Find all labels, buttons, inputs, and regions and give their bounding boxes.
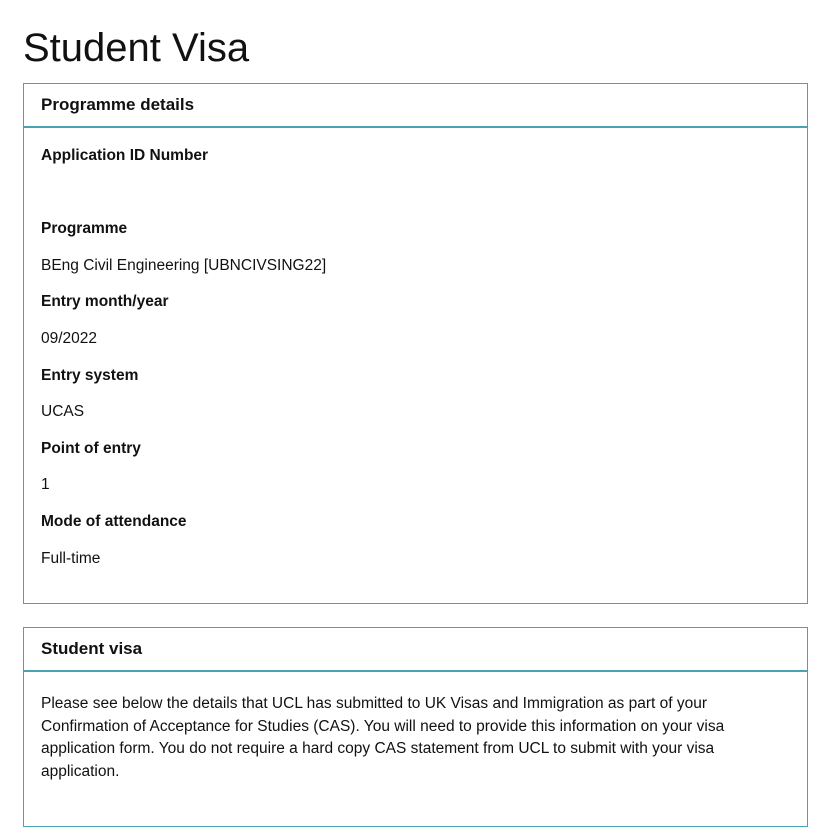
field-value: UCAS xyxy=(41,403,85,421)
panel-title: Programme details xyxy=(24,84,807,128)
field-value: 1 xyxy=(41,476,50,494)
field-value xyxy=(41,183,790,220)
field-value: 09/2022 xyxy=(41,329,98,347)
field-label: Point of entry xyxy=(41,439,141,457)
programme-details-panel xyxy=(23,83,808,604)
page-title: Student Visa xyxy=(23,26,250,70)
field-value: Full-time xyxy=(41,549,101,567)
panel-title: Student visa xyxy=(24,628,807,672)
field-label: Mode of attendance xyxy=(41,512,187,530)
field-label: Programme xyxy=(41,220,128,238)
student-visa-panel xyxy=(23,627,808,827)
field-label: Entry month/year xyxy=(41,293,169,311)
visa-description: Please see below the details that UCL has submitted to UK Visas and Immigration as part of your Confirmation of Acceptance for Studies (CAS). You will need to provide this information on your visa application form. You do not require a hard copy CAS statement from UCL to submit with your visa application. xyxy=(41,695,725,780)
field-label: Entry system xyxy=(41,366,139,384)
field-value: BEng Civil Engineering [UBNCIVSING22] xyxy=(41,256,327,274)
field-label: Application ID Number xyxy=(41,147,209,164)
